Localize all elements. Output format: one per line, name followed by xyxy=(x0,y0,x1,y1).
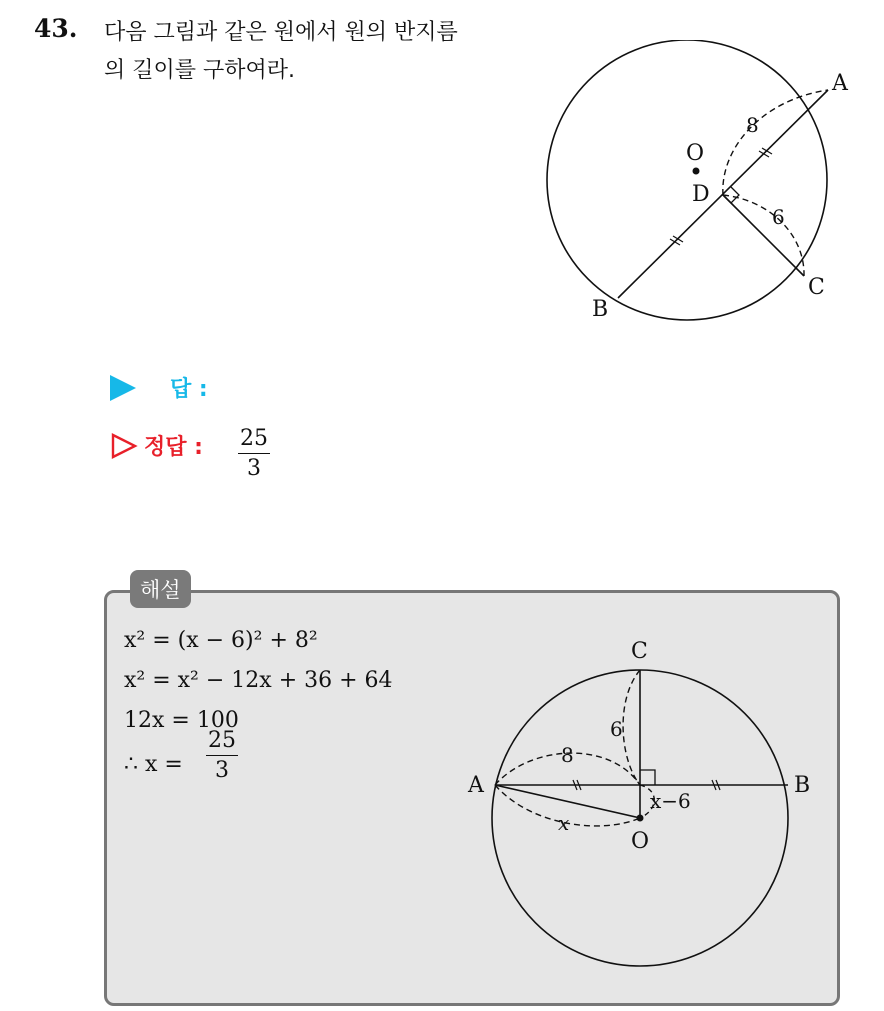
solution-line2: x² = x² − 12x + 36 + 64 xyxy=(124,668,393,693)
solution-line1: x² = (x − 6)² + 8² xyxy=(124,628,318,653)
correct-answer-label: 정답 : xyxy=(144,435,203,460)
question-number: 43. xyxy=(34,14,78,43)
outer-circle xyxy=(547,40,827,320)
arc-6 xyxy=(623,670,640,785)
label-b: B xyxy=(592,297,609,322)
label-b-2: B xyxy=(794,773,811,798)
length-8: 8 xyxy=(561,743,574,767)
length-x: x xyxy=(558,811,570,835)
length-da: 8 xyxy=(746,113,759,137)
correct-answer-numerator: 25 xyxy=(240,426,268,451)
center-point xyxy=(693,168,700,175)
label-o: O xyxy=(686,141,705,166)
solution-fraction xyxy=(206,728,238,783)
label-c: C xyxy=(808,275,825,300)
label-o-2: O xyxy=(631,829,650,854)
label-a: A xyxy=(832,71,848,96)
solution-numerator: 25 xyxy=(208,728,236,753)
correct-answer-fraction xyxy=(238,426,270,481)
label-c-2: C xyxy=(631,639,648,664)
play-icon xyxy=(110,375,136,401)
fraction-bar xyxy=(238,453,270,454)
question-text-line2: 의 길이를 구하여라. xyxy=(104,58,295,83)
solution-figure xyxy=(460,630,840,980)
question-text xyxy=(104,14,544,90)
label-d: D xyxy=(692,182,710,207)
answer-row xyxy=(110,372,208,403)
length-6: 6 xyxy=(610,717,623,741)
label-a-2: A xyxy=(468,773,484,798)
solution-denominator: 3 xyxy=(215,758,229,783)
length-x-6: x−6 xyxy=(650,789,691,813)
solution-line4-prefix: ∴ x = xyxy=(124,752,183,777)
correct-answer-row xyxy=(110,430,203,461)
correct-answer-denominator: 3 xyxy=(247,456,261,481)
solution-fraction-bar xyxy=(206,755,238,756)
right-angle-mark-2 xyxy=(640,770,655,785)
center-point-2 xyxy=(637,815,644,822)
solution-tag: 해설 xyxy=(130,570,191,608)
question-figure xyxy=(540,40,880,340)
outline-triangle-icon xyxy=(110,433,138,459)
solution-line3: 12x = 100 xyxy=(124,708,239,733)
question-text-line1: 다음 그림과 같은 원에서 원의 반지름 xyxy=(104,20,458,45)
answer-label: 답 : xyxy=(170,377,208,402)
length-dc: 6 xyxy=(772,205,785,229)
